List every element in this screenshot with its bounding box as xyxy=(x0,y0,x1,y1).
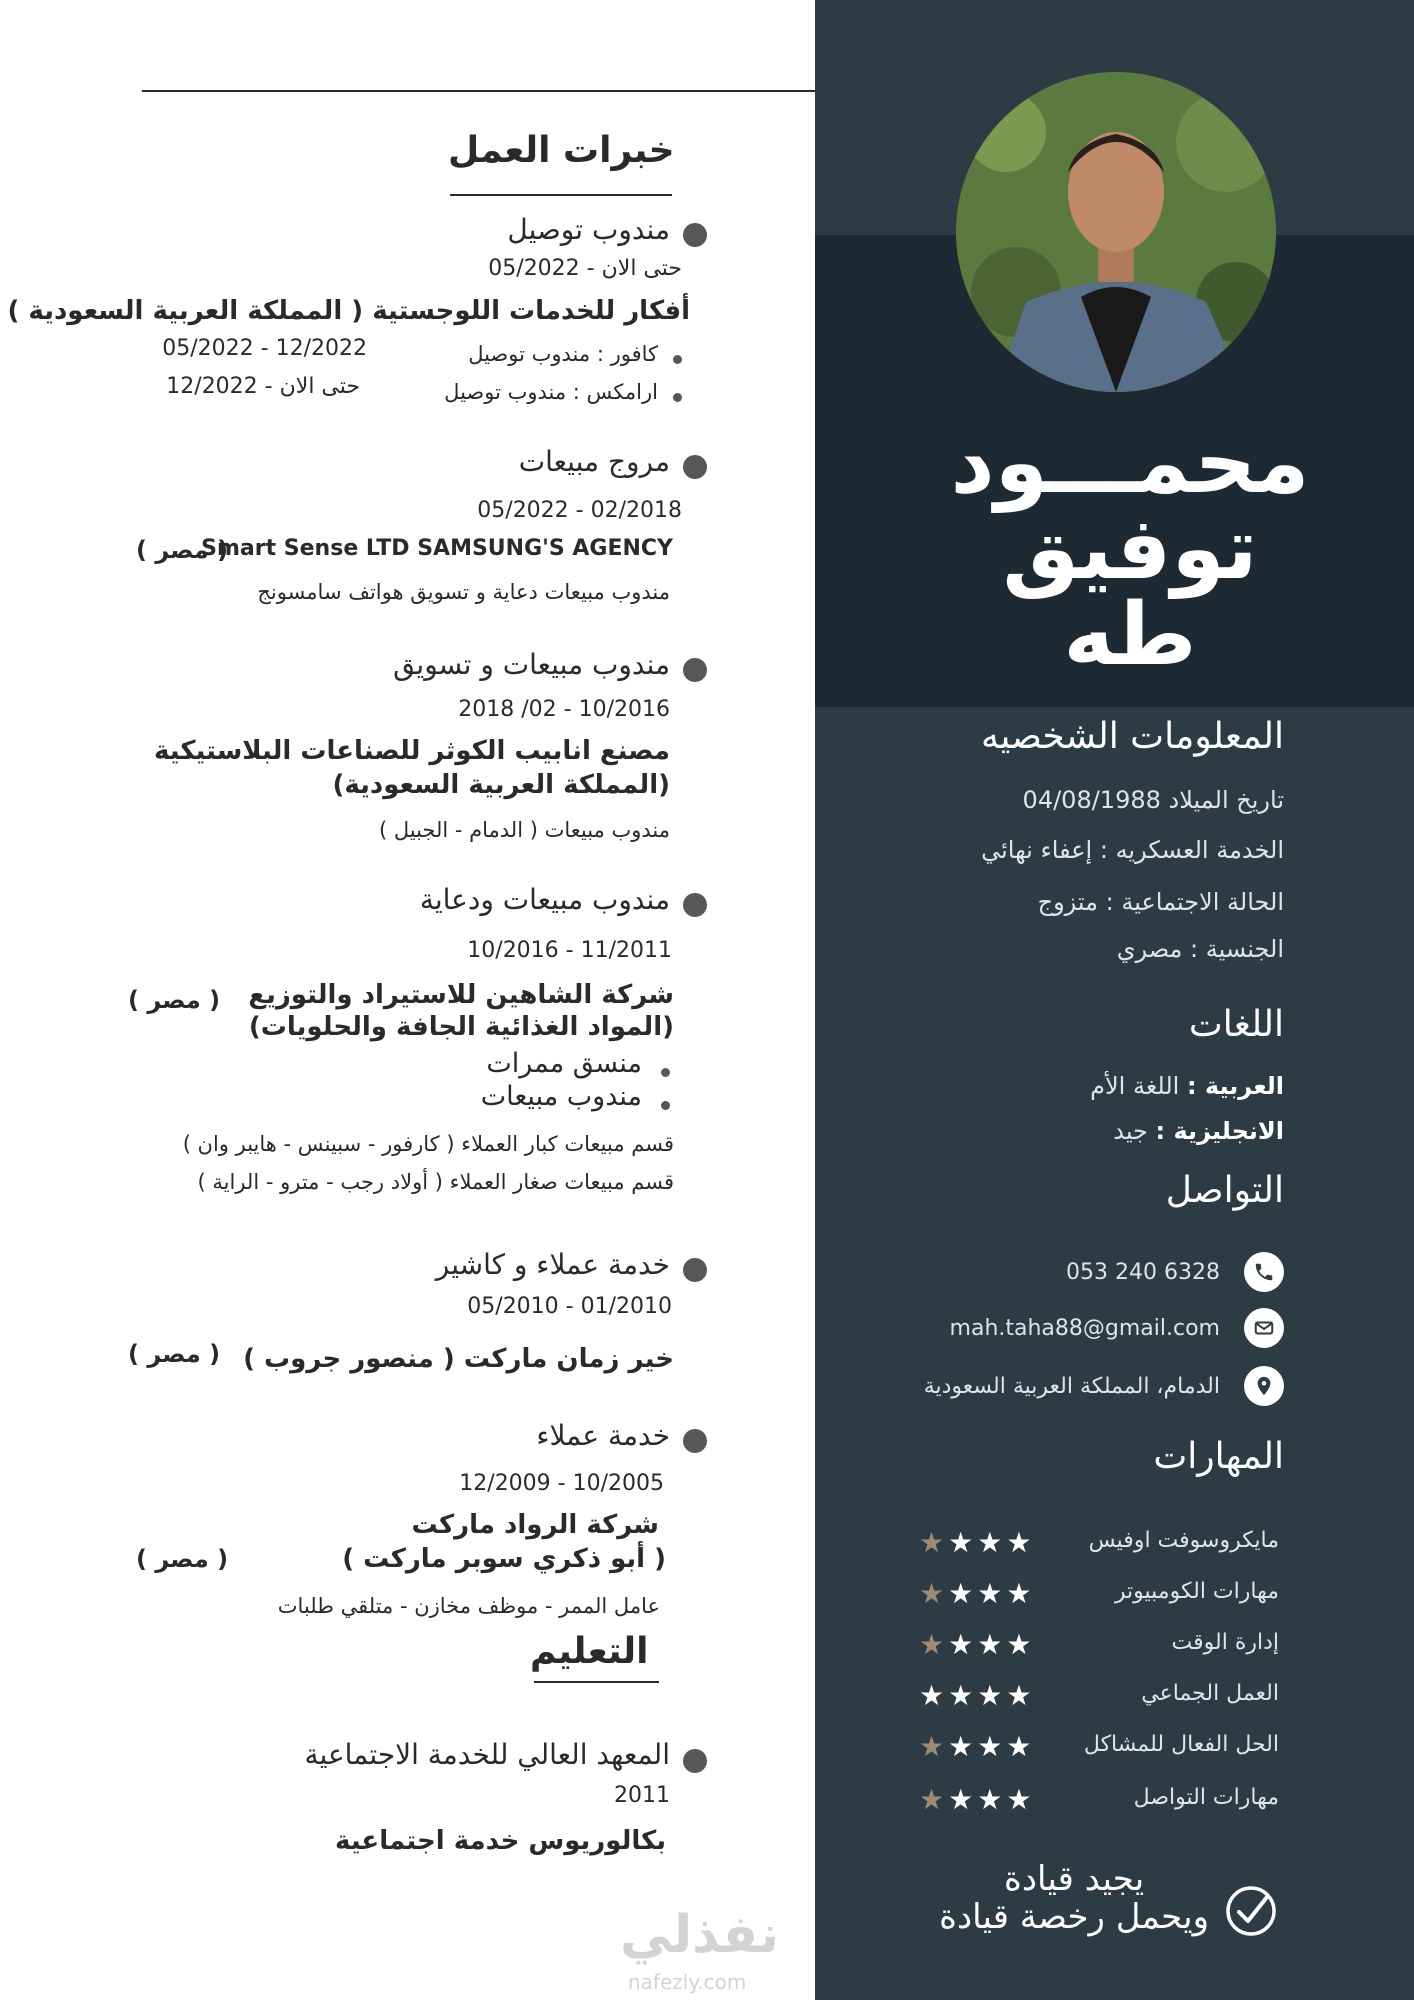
star-icon: ★ xyxy=(1006,1783,1036,1816)
birth-date: تاريخ الميلاد 04/08/1988 xyxy=(1022,786,1284,814)
job6-desc: عامل الممر - موظف مخازن - متلقي طلبات xyxy=(277,1594,660,1618)
skill-label: مهارات الكومبيوتر xyxy=(1114,1579,1279,1604)
job5-date: 05/2010 - 01/2010 xyxy=(467,1294,672,1319)
star-icon: ★ xyxy=(977,1679,1007,1712)
job1-sub1: كافور : مندوب توصيل xyxy=(468,342,658,366)
education-underline xyxy=(534,1681,659,1683)
contact-email[interactable] xyxy=(949,1306,1284,1350)
top-divider xyxy=(142,90,815,92)
star-icon: ★ xyxy=(948,1679,978,1712)
job5-company: خير زمان ماركت ( منصور جروب ) xyxy=(243,1344,674,1374)
name-first: محمـــود xyxy=(950,413,1310,513)
sub-bullet xyxy=(661,1068,670,1077)
star-icon: ★ xyxy=(1006,1628,1036,1661)
job1-company: أفكار للخدمات اللوجستية ( المملكة العربية السعودية ) xyxy=(7,296,690,326)
job3-company-line1: مصنع انابيب الكوثر للصناعات البلاستيكية xyxy=(153,736,670,766)
job6-company-line1: شركة الرواد ماركت xyxy=(411,1510,659,1540)
star-icon: ★ xyxy=(919,1730,949,1763)
star-icon: ★ xyxy=(919,1679,949,1712)
driving-license xyxy=(939,1860,1209,1936)
star-icon: ★ xyxy=(948,1526,978,1559)
license-line1: يجيد قيادة xyxy=(1004,1859,1145,1899)
star-icon: ★ xyxy=(948,1783,978,1816)
job3-desc: مندوب مبيعات ( الدمام - الجبيل ) xyxy=(378,818,670,842)
watermark-url: nafezly.com xyxy=(628,1970,747,1994)
marital-status: الحالة الاجتماعية : متزوج xyxy=(1037,888,1284,916)
job6-date: 12/2009 - 10/2005 xyxy=(459,1471,664,1496)
job1-sub2-date: حتى الان - 12/2022 xyxy=(166,374,360,399)
job-bullet xyxy=(683,893,707,917)
job4-desc2: قسم مبيعات صغار العملاء ( أولاد رجب - مترو - الراية ) xyxy=(197,1170,674,1194)
star-rating-icon xyxy=(919,1783,1035,1816)
contact-phone[interactable] xyxy=(1066,1250,1284,1294)
languages-heading: اللغات xyxy=(1188,1004,1284,1045)
star-rating-icon xyxy=(919,1730,1035,1763)
job1-role: مندوب توصيل xyxy=(507,213,670,246)
job-bullet xyxy=(683,1258,707,1282)
star-icon: ★ xyxy=(948,1730,978,1763)
skill-label: مايكروسوفت اوفيس xyxy=(1088,1528,1279,1553)
star-icon: ★ xyxy=(919,1783,949,1816)
job4-sub1: منسق ممرات xyxy=(486,1048,642,1079)
job4-country: ( مصر ) xyxy=(128,986,221,1014)
education-heading: التعليم xyxy=(530,1631,649,1672)
email-icon xyxy=(1244,1308,1284,1348)
star-icon: ★ xyxy=(977,1577,1007,1610)
language-level: اللغة الأم xyxy=(1090,1072,1180,1100)
job3-role: مندوب مبيعات و تسويق xyxy=(393,648,670,681)
job4-date: 10/2016 - 11/2011 xyxy=(467,938,672,963)
language-level: جيد xyxy=(1113,1117,1148,1145)
experience-heading: خبرات العمل xyxy=(448,130,675,171)
star-icon: ★ xyxy=(1006,1577,1036,1610)
star-icon: ★ xyxy=(977,1783,1007,1816)
contact-heading: التواصل xyxy=(1165,1170,1284,1211)
watermark-logo: نفذلي xyxy=(620,1905,780,1965)
skill-row xyxy=(919,1783,1279,1817)
nationality: الجنسية : مصري xyxy=(1116,935,1284,963)
job6-role: خدمة عملاء xyxy=(536,1419,670,1452)
skill-label: مهارات التواصل xyxy=(1133,1785,1279,1810)
job4-role: مندوب مبيعات ودعاية xyxy=(419,883,670,916)
star-icon: ★ xyxy=(919,1577,949,1610)
skill-label: العمل الجماعي xyxy=(1141,1681,1279,1706)
job6-country: ( مصر ) xyxy=(136,1545,229,1573)
star-icon: ★ xyxy=(977,1628,1007,1661)
job4-desc1: قسم مبيعات كبار العملاء ( كارفور - سبينس - هايبر وان ) xyxy=(182,1132,674,1156)
license-line2: ويحمل رخصة قيادة xyxy=(939,1897,1209,1937)
star-icon: ★ xyxy=(919,1628,949,1661)
sub-bullet xyxy=(661,1101,670,1110)
star-icon: ★ xyxy=(977,1730,1007,1763)
star-icon: ★ xyxy=(1006,1526,1036,1559)
name-last: طه xyxy=(1063,585,1197,685)
job2-role: مروج مبيعات xyxy=(518,445,670,478)
personal-info-heading: المعلومات الشخصيه xyxy=(981,716,1284,757)
skills-heading: المهارات xyxy=(1153,1436,1284,1477)
job2-country: ( مصر ) xyxy=(136,536,229,564)
job5-country: ( مصر ) xyxy=(128,1340,221,1368)
military-status: الخدمة العسكريه : إعفاء نهائي xyxy=(981,836,1284,864)
star-rating-icon xyxy=(919,1577,1035,1610)
email-address: mah.taha88@gmail.com xyxy=(949,1315,1220,1341)
job1-sub1-date: 12/2022 - 05/2022 xyxy=(162,336,367,361)
language-english xyxy=(1113,1117,1284,1145)
job1-date: حتى الان - 05/2022 xyxy=(488,256,682,281)
job1-sub2: ارامكس : مندوب توصيل xyxy=(444,380,658,404)
location-pin-icon xyxy=(1244,1366,1284,1406)
language-name: العربية : xyxy=(1186,1072,1284,1100)
sub-bullet xyxy=(673,393,682,402)
job2-company: Smart Sense LTD SAMSUNG'S AGENCY xyxy=(201,536,673,561)
job4-sub2: مندوب مبيعات xyxy=(480,1081,642,1112)
job5-role: خدمة عملاء و كاشير xyxy=(435,1248,670,1281)
job6-company-line2: ( أبو ذكري سوبر ماركت ) xyxy=(342,1544,666,1574)
check-circle-icon xyxy=(1225,1885,1277,1937)
skill-row xyxy=(919,1730,1279,1764)
experience-underline xyxy=(450,194,672,196)
sub-bullet xyxy=(673,355,682,364)
star-rating-icon xyxy=(919,1679,1035,1712)
star-icon: ★ xyxy=(1006,1730,1036,1763)
phone-icon xyxy=(1244,1252,1284,1292)
name-middle: توفيق xyxy=(1002,499,1258,599)
skill-row xyxy=(919,1526,1279,1560)
person-name xyxy=(900,413,1360,685)
skill-label: إدارة الوقت xyxy=(1171,1630,1279,1655)
phone-number: 053 240 6328 xyxy=(1066,1259,1220,1285)
job4-company-line2: (المواد الغذائية الجافة والحلويات) xyxy=(248,1012,674,1042)
job3-date: 2018 /02 - 10/2016 xyxy=(458,697,670,722)
skill-row xyxy=(919,1628,1279,1662)
profile-photo xyxy=(956,72,1276,392)
star-rating-icon xyxy=(919,1526,1035,1559)
star-icon: ★ xyxy=(1006,1679,1036,1712)
star-icon: ★ xyxy=(948,1577,978,1610)
contact-location xyxy=(923,1364,1284,1408)
star-rating-icon xyxy=(919,1628,1035,1661)
location-text: الدمام، المملكة العربية السعودية xyxy=(923,1373,1220,1399)
job2-desc: مندوب مبيعات دعاية و تسويق هواتف سامسونج xyxy=(257,580,670,604)
language-arabic xyxy=(1090,1072,1284,1100)
star-icon: ★ xyxy=(977,1526,1007,1559)
star-icon: ★ xyxy=(948,1628,978,1661)
education-degree: بكالوريوس خدمة اجتماعية xyxy=(335,1826,666,1856)
skill-label: الحل الفعال للمشاكل xyxy=(1083,1732,1279,1757)
job3-company-line2: (المملكة العربية السعودية) xyxy=(332,770,670,800)
skill-row xyxy=(919,1679,1279,1713)
education-school: المعهد العالي للخدمة الاجتماعية xyxy=(304,1738,670,1771)
education-year: 2011 xyxy=(614,1783,670,1808)
job-bullet xyxy=(683,1429,707,1453)
job4-company-line1: شركة الشاهين للاستيراد والتوزيع xyxy=(248,980,674,1010)
language-name: الانجليزية : xyxy=(1155,1117,1284,1145)
job-bullet xyxy=(683,223,707,247)
job2-date: 05/2022 - 02/2018 xyxy=(477,498,682,523)
skill-row xyxy=(919,1577,1279,1611)
job-bullet xyxy=(683,455,707,479)
job-bullet xyxy=(683,658,707,682)
star-icon: ★ xyxy=(919,1526,949,1559)
education-bullet xyxy=(683,1749,707,1773)
